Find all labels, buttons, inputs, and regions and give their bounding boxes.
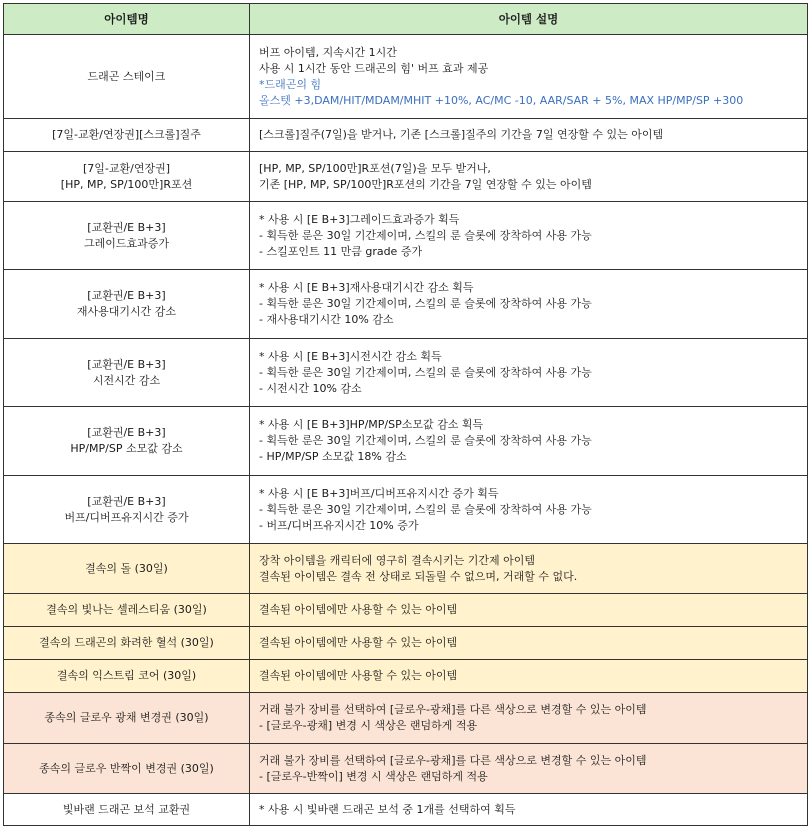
item-name-cell xyxy=(4,794,250,826)
item-description-line: - 재사용대기시간 10% 감소 xyxy=(259,313,394,326)
item-name-line: 시전시간 감소 xyxy=(92,373,161,387)
item-name-line: HP/MP/SP 소모값 감소 xyxy=(70,442,183,455)
table-row xyxy=(4,202,808,270)
item-name-line: 빛바랜 드래곤 보석 교환권 xyxy=(62,802,191,816)
item-name-line: [7일-교환/연장권][스크롤]질주 xyxy=(52,128,201,141)
item-description-line: - 획득한 룬은 30일 기간제이며, 스킬의 룬 슬롯에 장착하여 사용 가능 xyxy=(259,434,592,447)
item-description-line: 장착 아이템을 캐릭터에 영구히 결속시키는 기간제 아이템 xyxy=(259,553,536,567)
header-item-description: 아이템 설명 xyxy=(250,4,808,35)
item-name-line: 결속의 익스트림 코어 (30일) xyxy=(56,669,197,682)
item-name-cell xyxy=(4,594,250,627)
item-description-line: - 버프/디버프유지시간 10% 증가 xyxy=(259,518,419,532)
item-description-line: 기존 [HP, MP, SP/100만]R포션의 기간을 7일 연장할 수 있는 아이템 xyxy=(259,177,592,191)
item-description-line: - [글로우-반짝이] 변경 시 색상은 랜덤하게 적용 xyxy=(259,769,488,783)
item-description-cell xyxy=(250,744,808,794)
item-name-line: 드래곤 스테이크 xyxy=(87,69,166,83)
item-description-line: * 사용 시 [E B+3]시전시간 감소 획득 xyxy=(259,349,442,363)
item-description-line: 결속된 아이템에만 사용할 수 있는 아이템 xyxy=(259,603,458,616)
item-description-line: * 사용 시 [E B+3]그레이드효과증가 획득 xyxy=(259,212,460,226)
item-description-line: [HP, MP, SP/100만]R포션(7일)을 모두 받거나, xyxy=(259,161,491,175)
item-description-line: - 획득한 룬은 30일 기간제이며, 스킬의 룬 슬롯에 장착하여 사용 가능 xyxy=(259,502,592,516)
item-name-cell xyxy=(4,270,250,339)
item-description-line: * 사용 시 [E B+3]HP/MP/SP소모값 감소 획득 xyxy=(259,418,484,431)
item-name-line: 결속의 돌 (30일) xyxy=(85,561,168,575)
table-row xyxy=(4,744,808,794)
item-description-line: * 사용 시 빛바랜 드래곤 보석 중 1개를 선택하여 획득 xyxy=(259,802,516,816)
header-row xyxy=(4,4,808,35)
item-description-cell xyxy=(250,660,808,693)
item-description-line: 결속된 아이템에만 사용할 수 있는 아이템 xyxy=(259,669,458,682)
item-name-cell xyxy=(4,339,250,407)
item-description-line: 사용 시 1시간 동안 드래곤의 힘' 버프 효과 제공 xyxy=(259,61,489,75)
item-description-line: 거래 불가 장비를 선택하여 [글로우-광채]를 다른 색상으로 변경할 수 있는 아이템 xyxy=(259,753,647,767)
item-name-line: 종속의 글로우 광채 변경권 (30일) xyxy=(44,711,209,724)
item-description-cell xyxy=(250,693,808,744)
item-description-line: - [글로우-광채] 변경 시 색상은 랜덤하게 적용 xyxy=(259,719,478,732)
item-description-cell xyxy=(250,270,808,339)
item-description-cell xyxy=(250,594,808,627)
item-name-cell xyxy=(4,660,250,693)
item-description-line: * 사용 시 [E B+3]버프/디버프유지시간 증가 획득 xyxy=(259,486,499,500)
table-row xyxy=(4,627,808,660)
table-row xyxy=(4,270,808,339)
item-description-line: 버프 아이템, 지속시간 1시간 xyxy=(259,45,397,59)
table-row xyxy=(4,119,808,152)
item-description-line: - 획득한 룬은 30일 기간제이며, 스킬의 룬 슬롯에 장착하여 사용 가능 xyxy=(259,365,592,379)
item-name-line: [교환권/E B+3] xyxy=(87,357,166,371)
item-description-cell xyxy=(250,544,808,594)
item-description-line: * 사용 시 [E B+3]재사용대기시간 감소 획득 xyxy=(259,281,474,294)
item-name-cell xyxy=(4,627,250,660)
item-description-line: 결속된 아이템은 결속 전 상태로 되돌릴 수 없으며, 거래할 수 없다. xyxy=(259,569,578,583)
header-item-name: 아이템명 xyxy=(4,4,250,35)
table-row xyxy=(4,693,808,744)
item-name-line: [교환권/E B+3] xyxy=(87,220,166,234)
item-name-cell xyxy=(4,407,250,476)
item-name-cell xyxy=(4,744,250,794)
item-name-line: 결속의 드래곤의 화려한 혈석 (30일) xyxy=(39,636,214,649)
item-name-line: [교환권/E B+3] xyxy=(87,494,166,508)
item-description-cell xyxy=(250,202,808,270)
item-description-cell xyxy=(250,794,808,826)
item-name-cell xyxy=(4,202,250,270)
item-table xyxy=(3,3,808,826)
item-description-cell xyxy=(250,119,808,152)
item-name-cell xyxy=(4,35,250,119)
item-name-cell xyxy=(4,693,250,744)
table-row xyxy=(4,407,808,476)
item-description-line: - HP/MP/SP 소모값 18% 감소 xyxy=(259,450,407,463)
item-description-line: 거래 불가 장비를 선택하여 [글로우-광채]를 다른 색상으로 변경할 수 있는 아이템 xyxy=(259,703,647,716)
item-description-cell xyxy=(250,407,808,476)
item-description-cell xyxy=(250,627,808,660)
table-row xyxy=(4,660,808,693)
item-description-line: - 획득한 룬은 30일 기간제이며, 스킬의 룬 슬롯에 장착하여 사용 가능 xyxy=(259,228,592,242)
item-description-cell xyxy=(250,339,808,407)
item-description-line: - 스킬포인트 11 만큼 grade 증가 xyxy=(259,244,423,258)
table-row xyxy=(4,544,808,594)
item-name-cell xyxy=(4,119,250,152)
table-row xyxy=(4,35,808,119)
item-name-line: [HP, MP, SP/100만]R포션 xyxy=(60,177,193,191)
item-description-cell xyxy=(250,476,808,544)
item-description-line: - 시전시간 10% 감소 xyxy=(259,381,362,395)
item-description-line: 올스텟 +3,DAM/HIT/MDAM/MHIT +10%, AC/MC -10, AAR/SAR + 5%, MAX HP/MP/SP +300 xyxy=(259,93,744,107)
item-name-line: 재사용대기시간 감소 xyxy=(76,305,177,318)
item-name-line: 버프/디버프유지시간 증가 xyxy=(64,510,189,524)
item-description-cell xyxy=(250,152,808,202)
item-name-line: 그레이드효과증가 xyxy=(83,236,169,250)
table-row xyxy=(4,476,808,544)
item-description-line: [스크롤]질주(7일)을 받거나, 기존 [스크롤]질주의 기간을 7일 연장할 수 있는 아이템 xyxy=(259,128,664,141)
item-name-cell xyxy=(4,152,250,202)
item-description-cell xyxy=(250,35,808,119)
item-name-line: 결속의 빛나는 셀레스티움 (30일) xyxy=(46,603,207,616)
table-row xyxy=(4,794,808,826)
item-name-cell xyxy=(4,544,250,594)
item-name-cell xyxy=(4,476,250,544)
table-row xyxy=(4,152,808,202)
item-description-line: - 획득한 룬은 30일 기간제이며, 스킬의 룬 슬롯에 장착하여 사용 가능 xyxy=(259,297,592,310)
table-row xyxy=(4,339,808,407)
item-description-line: *드래곤의 힘 xyxy=(259,77,322,91)
item-name-line: [교환권/E B+3] xyxy=(87,426,166,439)
item-description-line: 결속된 아이템에만 사용할 수 있는 아이템 xyxy=(259,636,458,649)
item-name-line: 종속의 글로우 반짝이 변경권 (30일) xyxy=(39,761,214,775)
table-row xyxy=(4,594,808,627)
item-name-line: [교환권/E B+3] xyxy=(87,289,166,302)
item-name-line: [7일-교환/연장권] xyxy=(82,161,170,175)
